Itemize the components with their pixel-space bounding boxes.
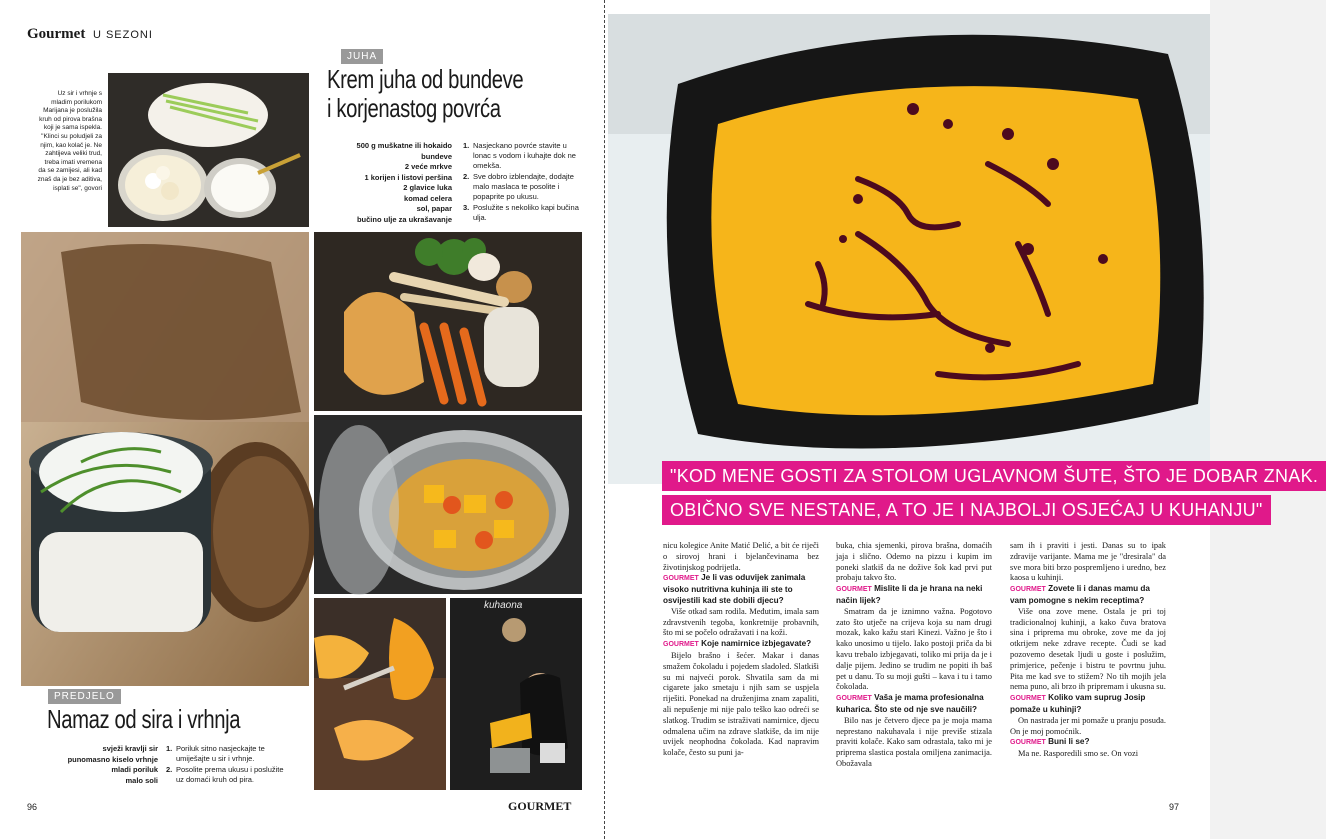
kitchen-sign: kuhaona <box>484 600 523 611</box>
article-column-3 <box>1010 541 1166 760</box>
question <box>1010 737 1166 749</box>
section-name: U SEZONI <box>92 29 153 41</box>
article-column-2 <box>836 541 992 770</box>
pull-quote-line-2: OBIČNO SVE NESTANE, A TO JE I NAJBOLJI OSJEĆAJ U KUHANJU" <box>662 495 1271 525</box>
right-page <box>608 0 1319 839</box>
photo-caption: Uz sir i vrhnje s mladim porilukom Marijana je poslužila kruh od pirova brašna koji je sama ispekla. "Klinci su poludjeli za njim, kao kolač je. Ne zahtijeva veliki trud, treba imati vremena da se zamijesi, ali kad znaš da je bez aditiva, isplati se", govori <box>37 90 102 192</box>
paragraph: buka, chia sjemenki, pirova brašna, domaćih jaja i slično. Odemo na pizzu i kupim im poneki slatkiš da ne doživе šok kad prvi put probaju takvo što. <box>836 541 992 583</box>
photo-cheese-spread-bread <box>21 232 309 686</box>
step-number: 3. <box>463 203 470 212</box>
pull-quote <box>662 461 1319 529</box>
magazine-logo: Gourmet <box>27 26 86 42</box>
paragraph: sam ih i praviti i jesti. Danas su to ipak zdravije varijante. Mama me je "dresirala" da sve mora biti brzo pospremljeno i uredno, bez kaosa u kuhinji. <box>1010 541 1166 583</box>
ingredient: 500 g muškatne ili hokaido <box>356 141 452 150</box>
paragraph: nicu kolegice Anite Matić Delić, a bit će riječi o sirovoj hrani i bjelančevinama bez životinjskog podrijetla. <box>663 541 819 572</box>
step-number: 2. <box>463 172 470 181</box>
recipe-step <box>463 172 581 202</box>
recipe-step <box>463 141 581 171</box>
paragraph: Više ona zove mene. Ostala je pri toj tradicionalnoj kuhinji, a kako čuva bratova sina i priprema mu obroke, zove me da joj otkrijem neke zdrave recepte. Čudi se kad pozovemo desetak ljudi u goste i poslužim, primjerice, pečenje i bistru te povrtnu juhu. Pita me kad sve to stižem? No tih mojih jela nema puno, ali brzo ih pripremam i ukusna su. <box>1010 606 1166 692</box>
question-label: GOURMET <box>663 575 699 583</box>
question-label: GOURMET <box>836 695 872 703</box>
spread-ingredients <box>40 744 158 786</box>
left-page <box>0 0 604 839</box>
question-text: Koliko vam suprug Josip pomaže u kuhinji? <box>1010 693 1146 714</box>
page-number-left: 96 <box>27 802 38 812</box>
question <box>663 639 819 651</box>
ingredient: 1 korijen i listovi peršina <box>364 172 452 182</box>
question <box>663 573 819 606</box>
question-text: Mislite li da je hrana na neki način lijek? <box>836 584 983 605</box>
soup-title-line-2: i korjenastog povrća <box>327 93 501 123</box>
question-label: GOURMET <box>663 641 699 649</box>
question <box>1010 584 1166 607</box>
paragraph: Bijelo brašno i šećer. Makar i danas smažem čokoladu i pojedem sladoled. Slatkiši su mi najveći porok. Shvatila sam da mi cigarete jako smetaju i njih sam se uspjela riješiti. Ponekad na druženjima znam zapaliti, ali nepušenje mi nije palo teško kao odreći se slatkog. Trudim se istraživati namirnice, djecu odmalena učim na zdrave slatkiše, da im nije uvijek neophodna čokolada. Kad napravim kolače, često su puni ja- <box>663 650 819 758</box>
photo-cook-at-stove <box>450 598 582 790</box>
soup-title-line-1: Krem juha od bundeve <box>327 64 524 94</box>
ingredient: malo soli <box>125 775 158 785</box>
spread-category-tag: PREDJELO <box>48 689 121 704</box>
photo-pot-cooking <box>314 415 582 594</box>
soup-category-tag: JUHA <box>341 49 383 64</box>
question-text: Zovete li i danas mamu da vam pomogne s nekim receptima? <box>1010 584 1150 605</box>
ingredient: mladi poriluk <box>111 765 158 774</box>
ingredient: 2 glavice luka <box>403 183 452 192</box>
step-text: Posolite prema ukusu i poslužite uz domaći kruh od pira. <box>176 765 284 784</box>
step-number: 1. <box>166 744 173 753</box>
photo-cheese-leeks <box>108 73 309 227</box>
paragraph: On nastrada jer mi pomaže u pranju posuđa. On je moj pomoćnik. <box>1010 715 1166 736</box>
paragraph: Smatram da je iznimno važna. Pogotovo zato što utječe na crijeva koja su nam drugi mozak, kako kažu stari Kinezi. Važno je što i kako unosimo u tijelo. Iako postoji priča da bi kavu trebalo izbjegavati, toliko mi prija da je i dalje pijem. Jedino se trudim ne popiti ih baš pet u danu. To su moji gušti – kava i tu i tamo čokolada. <box>836 606 992 692</box>
paragraph: Bilo nas je četvero djece pa je moja mama neprestano nakuhavala i nije previše stizala praviti kolače. Kako sam odrastala, tako mi je priprema slastica postala omiljena zanimacija. Obožavala <box>836 715 992 768</box>
recipe-step <box>463 203 581 223</box>
question <box>836 693 992 716</box>
paragraph: Ma ne. Rasporedili smo se. On vozi <box>1018 749 1139 759</box>
recipe-step <box>166 744 290 764</box>
photo-vegetables <box>314 232 582 411</box>
question <box>836 584 992 607</box>
ingredient: bučino ulje za ukrašavanje <box>356 214 452 224</box>
step-text: Nasjeckano povrće stavite u lonac s vodom i kuhajte dok ne omekša. <box>473 141 576 170</box>
paragraph: Više otkad sam rodila. Međutim, imala sam zdravstvenih tegoba, konkretnije probavnih, što mi se počelo odražavati i na koži. <box>663 606 819 638</box>
question-label: GOURMET <box>836 586 872 594</box>
recipe-step <box>166 765 290 785</box>
question-label: GOURMET <box>1010 586 1046 594</box>
section-header <box>27 26 153 43</box>
page-number-right: 97 <box>1169 802 1180 812</box>
ingredient: 2 veće mrkve <box>404 162 452 171</box>
question <box>1010 693 1166 716</box>
step-text: Sve dobro izblendajte, dodajte malo maslaca te posolite i popaprite po ukusu. <box>473 172 574 201</box>
step-number: 2. <box>166 765 173 774</box>
ingredient: punomasno kiselo vrhnje <box>67 754 158 764</box>
ingredient: bundeve <box>421 151 452 161</box>
soup-ingredients <box>330 141 452 225</box>
question-label: GOURMET <box>1010 739 1046 747</box>
question-text: Buni li se? <box>1048 737 1090 747</box>
step-text: Poriluk sitno nasjeckajte te umiješajte u sir i vrhnje. <box>176 744 265 763</box>
question-text: Je li vas oduvijek zanimala visoko nutritivna kuhinja ili ste to osvijestili kad ste dobili djecu? <box>663 573 806 605</box>
question-text: Koje namirnice izbjegavate? <box>701 639 812 649</box>
photo-squash-cut <box>314 598 446 790</box>
soup-steps <box>463 141 581 224</box>
step-number: 1. <box>463 141 470 150</box>
ingredient: sol, papar <box>416 204 452 213</box>
ingredient: komad celera <box>404 193 452 203</box>
step-text: Poslužite s nekoliko kapi bučina ulja. <box>473 203 579 222</box>
question-label: GOURMET <box>1010 695 1046 703</box>
photo-pumpkin-soup-bowl <box>608 14 1210 484</box>
article-column-1 <box>663 541 819 759</box>
ingredient: svježi kravlji sir <box>102 744 158 753</box>
soup-title <box>327 65 523 123</box>
footer-logo: GOURMET <box>508 799 572 813</box>
pull-quote-line-1: "KOD MENE GOSTI ZA STOLOM UGLAVNOM ŠUTE, ŠTO JE DOBAR ZNAK. <box>662 461 1326 491</box>
spread-steps <box>166 744 290 786</box>
spread-title: Namaz od sira i vrhnja <box>47 704 241 734</box>
question-text: Vaša je mama profesionalna kuharica. Što ste od nje sve naučili? <box>836 693 984 714</box>
